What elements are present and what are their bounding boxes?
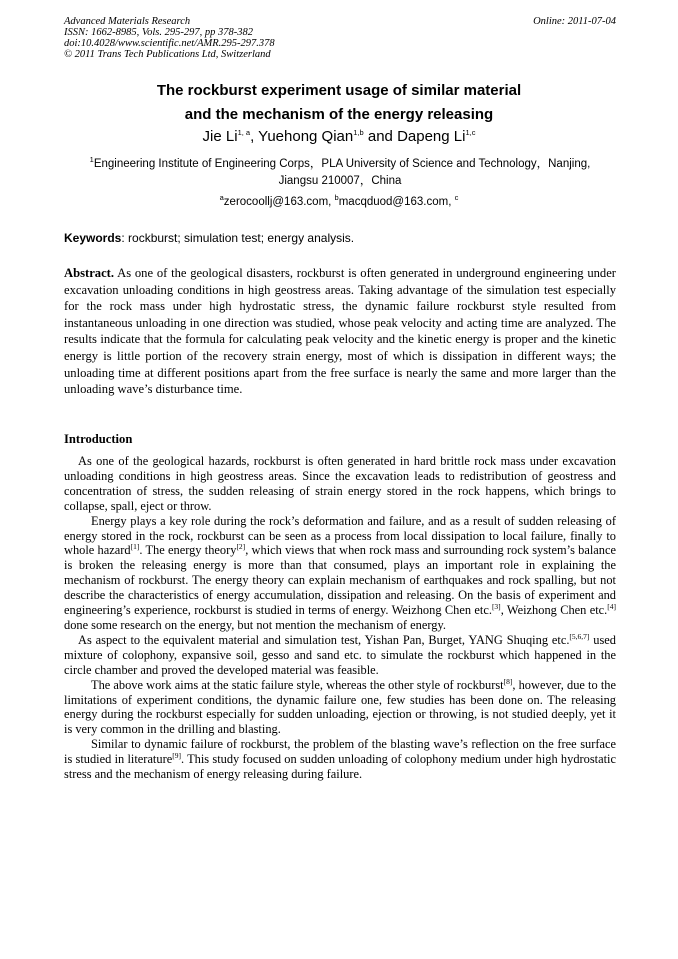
journal-header <box>64 16 616 60</box>
abstract <box>64 265 616 398</box>
author-name: Jie Li <box>202 128 238 145</box>
paragraph-text: used mixture of colophony, expansive soil, gesso and sand etc. to simulate the rockburst which happened in the circle chamber and proved the developed material was feasible. <box>64 632 617 677</box>
issn-line: ISSN: 1662-8985, Vols. 295-297, pp 378-382 <box>64 27 253 38</box>
email-a: zerocoollj@163.com, <box>223 196 335 208</box>
affiliation-line-1: Engineering Institute of Engineering Corps，PLA University of Science and Technology，Nanjing, <box>93 158 591 170</box>
citation-ref: [4] <box>607 601 616 611</box>
section-heading-introduction: Introduction <box>64 432 133 446</box>
introduction-body <box>64 454 616 782</box>
intro-paragraph-4 <box>64 678 616 738</box>
citation-ref: [3] <box>491 601 501 611</box>
paragraph-text: Energy plays a key role during the rock’s deformation and failure, and as a result of sudden releasing of energy stored in the rock, rockburst can be seen as a process from local dissipation to local failure, finally to whole hazard <box>64 513 616 558</box>
online-date: Online: 2011-07-04 <box>533 16 616 27</box>
doi-line: doi:10.4028/www.scientific.net/AMR.295-297.378 <box>64 38 275 49</box>
paragraph-text: . The energy theory <box>139 543 237 558</box>
email-mark: c <box>454 193 459 203</box>
keywords <box>64 231 616 245</box>
affiliation <box>64 156 616 190</box>
author-separator: and <box>363 128 398 145</box>
paper-title-line-1: The rockburst experiment usage of similar material <box>156 82 522 99</box>
intro-paragraph-3 <box>64 633 616 678</box>
paragraph-text: , however, due to the limitations of experiment conditions, the dynamic failure one, few studies has been done on. The releasing energy during the rockburst especially for sudden unloading, ejection or throwing, is not studied deeply, yet it is very common in the drilling and blasting. <box>64 677 616 737</box>
author-affiliation-mark: 1,b <box>353 128 364 137</box>
intro-paragraph-1: As one of the geological hazards, rockburst is often generated in hard brittle rock mass under excavation unloading conditions in high geostress areas. Since the excavation leads to redistribution of geostress and concentration of stress, the sudden releasing of strain energy stored in the rock happens, which brings to collapse, spall, eject or throw. <box>64 454 616 513</box>
journal-name: Advanced Materials Research <box>64 16 191 27</box>
citation-ref: [1] <box>130 542 140 552</box>
keywords-text: : rockburst; simulation test; energy analysis. <box>121 231 355 245</box>
affiliation-line-2: Jiangsu 210007，China <box>278 175 402 187</box>
paragraph-text: done some research on the energy, but not mention the mechanism of energy. <box>64 617 446 632</box>
citation-ref: [8] <box>503 676 513 686</box>
paragraph-text: The above work aims at the static failure style, whereas the other style of rockburst <box>91 677 504 692</box>
author-name: Yuehong Qian <box>258 128 354 145</box>
copyright-line: © 2011 Trans Tech Publications Ltd, Switzerland <box>64 49 271 60</box>
paper-title-line-2: and the mechanism of the energy releasing <box>184 106 494 123</box>
author-list <box>0 128 678 145</box>
abstract-label: Abstract. <box>64 266 115 280</box>
citation-ref: [2] <box>236 542 246 552</box>
abstract-text: As one of the geological disasters, rockburst is often generated in underground engineering under excavation unloading conditions in high geostress areas. Taking advantage of the simulation test especially for the rock mass under high hydrostatic stress, the dynamic failure rockburst style resulted from instantaneous unloading in one direction was studied, whose peak velocity and acting time are analyzed. The results indicate that the formula for calculating peak velocity and the kinetic energy is proper and the kinetic energy is little portion of the recovery strain energy, most of which is dissipation in different ways; the unloading time at different positions apart from the free surface is nearly the same and more larger than the unloading wave’s disturbance time. <box>64 266 616 397</box>
paragraph-text: , which views that when rock mass and surrounding rock system’s balance is broken the releasing energy is more than that consumed, plays an important role in explaining the mechanism of rockburst. The energy theory can explain mechanism of earthquakes and rock spalling, but not describe the characteristics of energy accumulation, dissipation and releasing. On the basis of experiment and engineering’s experience, rockburst is studied in terms of energy. Weizhong Chen etc. <box>64 543 616 618</box>
author-affiliation-mark: 1,c <box>465 128 476 137</box>
intro-paragraph-5 <box>64 737 616 782</box>
author-separator: , <box>250 128 259 145</box>
paragraph-text: . This study focused on sudden unloading of colophony medium under high hydrostatic stress and the mechanism of energy releasing during failure. <box>64 752 616 782</box>
citation-ref: [5,6,7] <box>569 631 590 641</box>
author-affiliation-mark: 1, a <box>237 128 251 137</box>
paragraph-text: Similar to dynamic failure of rockburst, the problem of the blasting wave’s reflection on the free surface is studied in literature <box>64 737 616 767</box>
paragraph-text: , Weizhong Chen etc. <box>500 603 608 618</box>
affiliation-mark: 1 <box>89 155 94 165</box>
email-mark: b <box>334 193 339 203</box>
author-emails <box>0 193 678 208</box>
author-name: Dapeng Li <box>397 128 466 145</box>
paragraph-text: As aspect to the equivalent material and simulation test, Yishan Pan, Burget, YANG Shuqing etc. <box>78 632 570 647</box>
citation-ref: [9] <box>172 751 181 760</box>
email-mark: a <box>219 193 224 203</box>
keywords-label: Keywords <box>64 231 122 245</box>
intro-paragraph-2 <box>64 514 616 633</box>
email-b: macqduod@163.com, <box>338 196 455 208</box>
